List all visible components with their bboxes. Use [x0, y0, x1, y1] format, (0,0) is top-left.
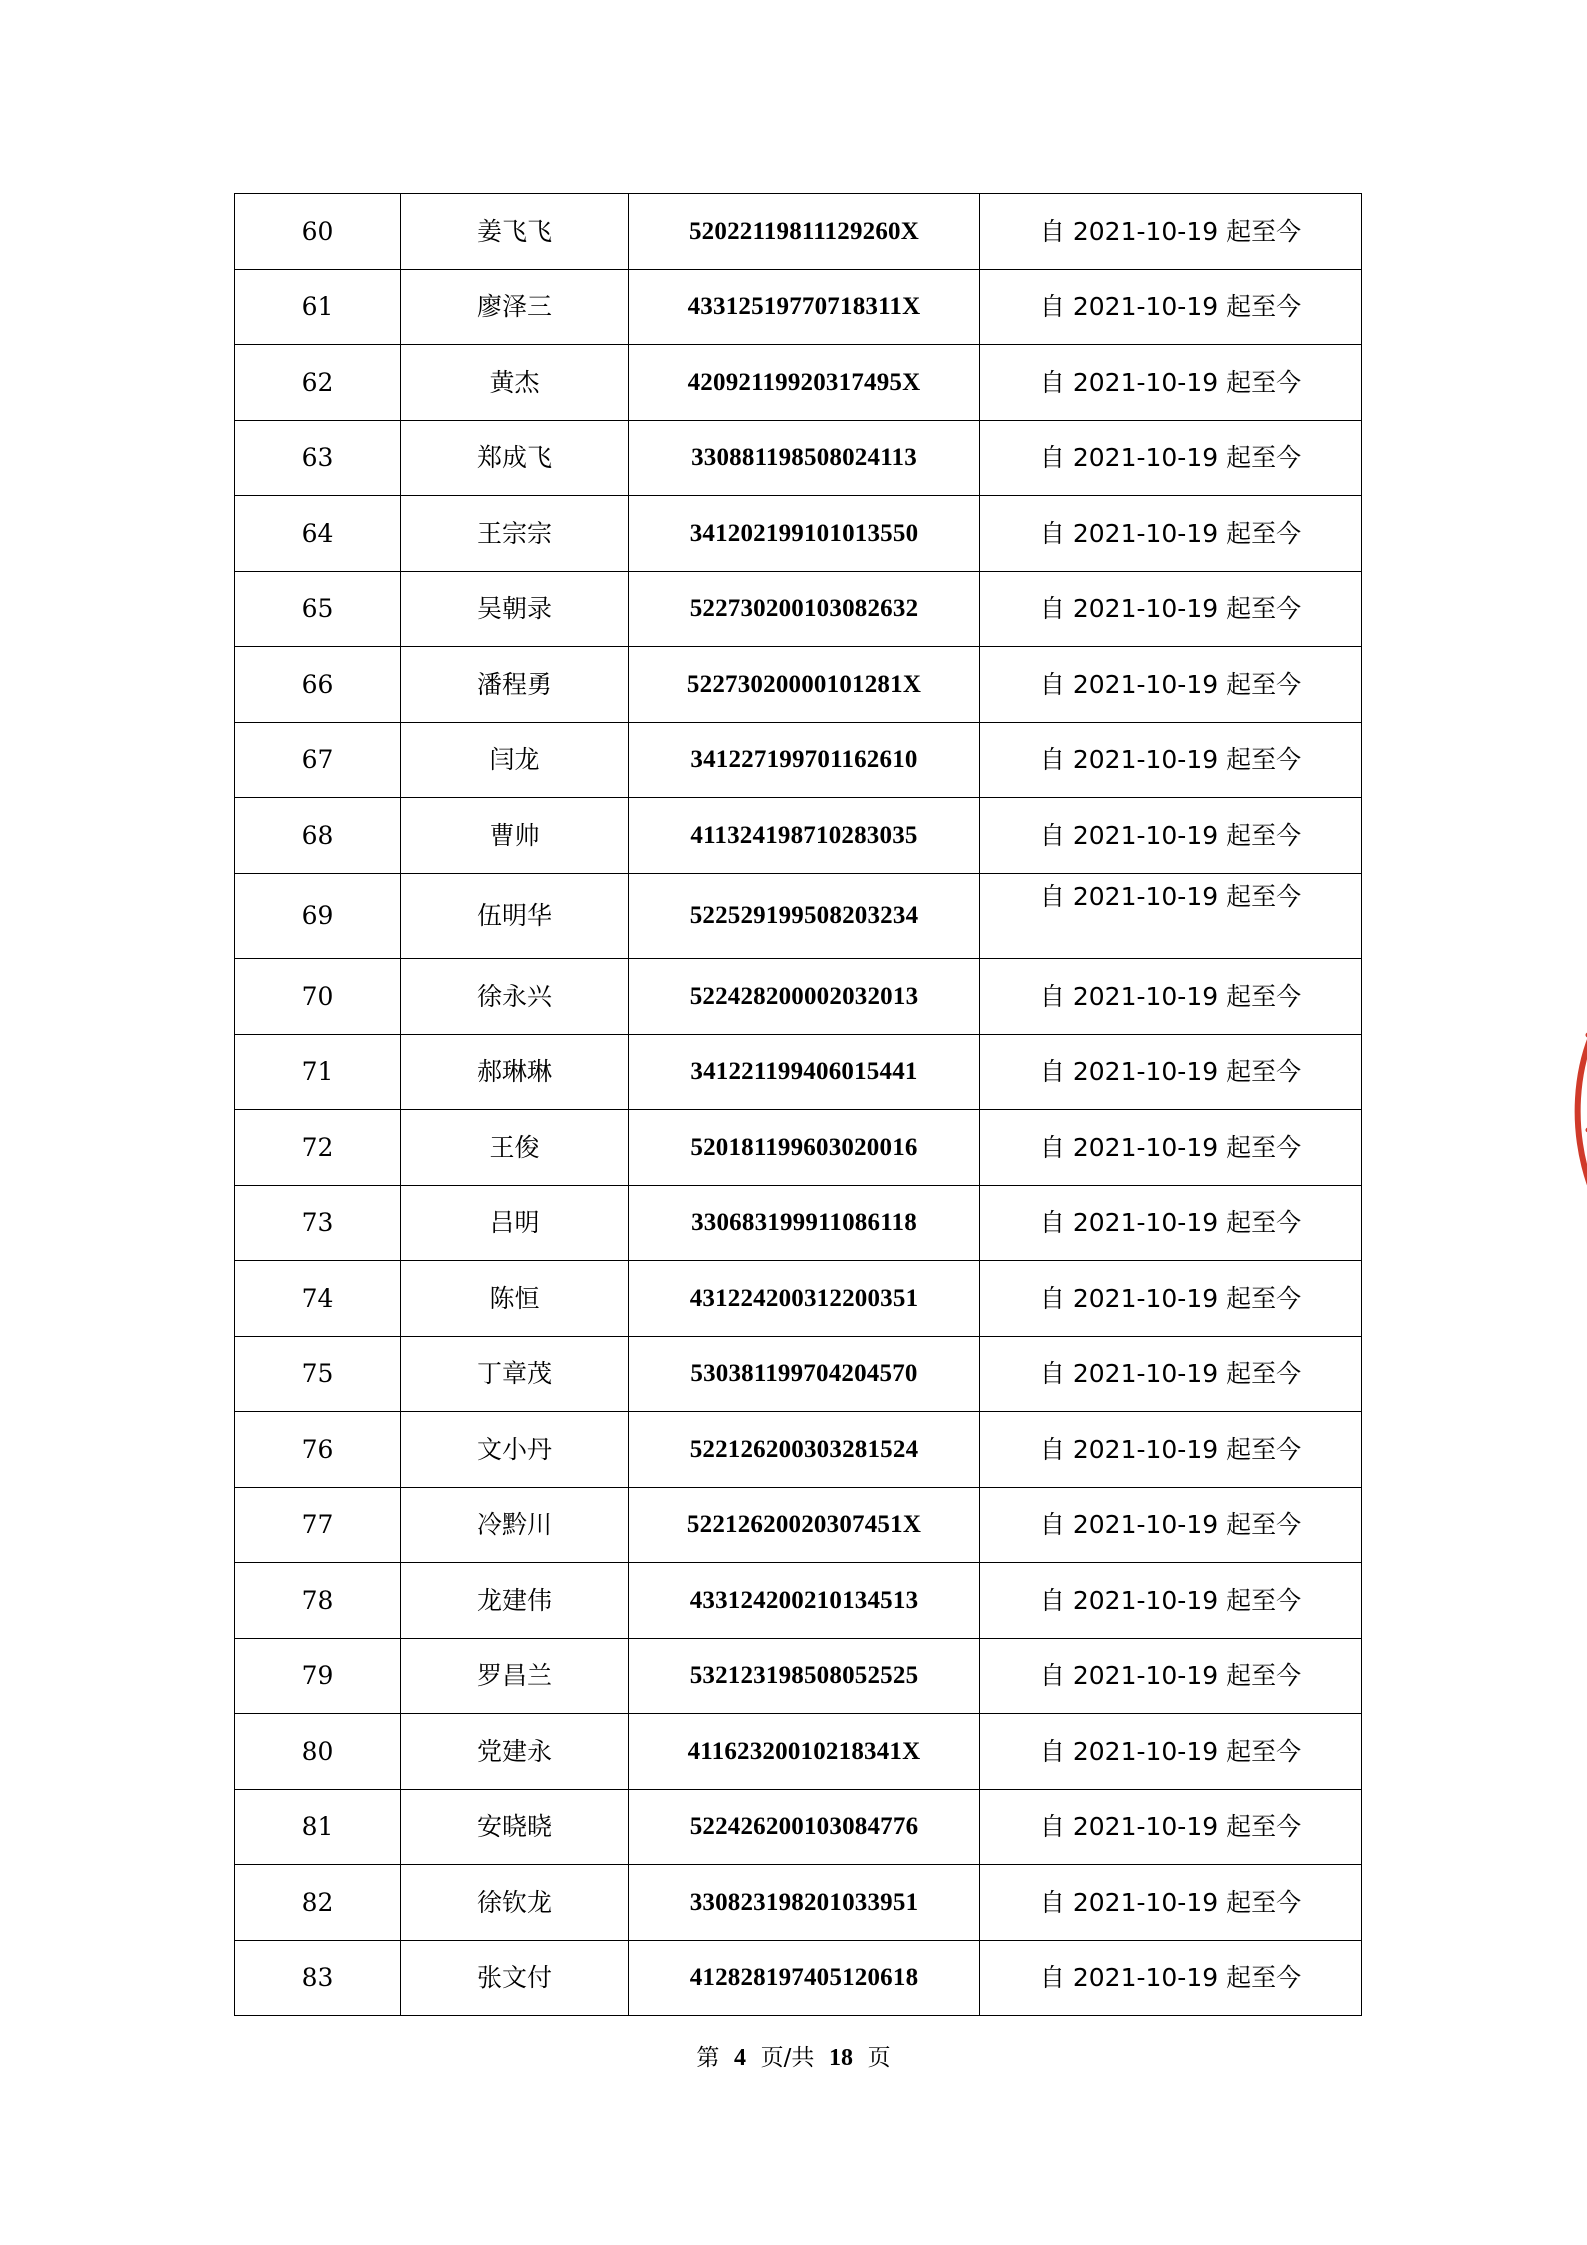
- person-name: 曹帅: [401, 798, 629, 874]
- table-row: [235, 345, 1362, 421]
- table-row: [235, 1185, 1362, 1261]
- effective-period: 自 2021-10-19 起至今: [980, 1865, 1362, 1941]
- row-number: 67: [235, 722, 401, 798]
- person-name: 潘程勇: [401, 647, 629, 723]
- row-number: 71: [235, 1034, 401, 1110]
- footer-middle: 页/共: [760, 2045, 815, 2071]
- person-name: 文小丹: [401, 1412, 629, 1488]
- row-number: 69: [235, 873, 401, 959]
- person-name: 郑成飞: [401, 420, 629, 496]
- person-name: 徐钦龙: [401, 1865, 629, 1941]
- row-number: 60: [235, 194, 401, 270]
- person-name: 黄杰: [401, 345, 629, 421]
- footer-page-total: 18: [829, 2045, 853, 2071]
- id-number: 330823198201033951: [629, 1865, 980, 1941]
- roster-sheet: [234, 193, 1361, 2016]
- row-number: 74: [235, 1261, 401, 1337]
- page-footer: [0, 2039, 1587, 2072]
- row-number: 81: [235, 1789, 401, 1865]
- person-name: 吴朝录: [401, 571, 629, 647]
- row-number: 73: [235, 1185, 401, 1261]
- id-number: 411324198710283035: [629, 798, 980, 874]
- row-number: 62: [235, 345, 401, 421]
- effective-period: 自 2021-10-19 起至今: [980, 194, 1362, 270]
- id-number: 330683199911086118: [629, 1185, 980, 1261]
- person-name: 徐永兴: [401, 959, 629, 1035]
- effective-period: 自 2021-10-19 起至今: [980, 1789, 1362, 1865]
- id-number: 41162320010218341X: [629, 1714, 980, 1790]
- table-row: [235, 1714, 1362, 1790]
- id-number: 341227199701162610: [629, 722, 980, 798]
- person-name: 廖泽三: [401, 269, 629, 345]
- row-number: 77: [235, 1487, 401, 1563]
- person-name: 安晓晓: [401, 1789, 629, 1865]
- table-row: [235, 1412, 1362, 1488]
- id-number: 52022119811129260X: [629, 194, 980, 270]
- footer-page-number: 4: [734, 2045, 746, 2071]
- effective-period: 自 2021-10-19 起至今: [980, 1412, 1362, 1488]
- effective-period: 自 2021-10-19 起至今: [980, 1185, 1362, 1261]
- footer-prefix: 第: [696, 2045, 720, 2071]
- person-name: 姜飞飞: [401, 194, 629, 270]
- roster-table: [234, 193, 1362, 2016]
- id-number: 431224200312200351: [629, 1261, 980, 1337]
- table-row: [235, 194, 1362, 270]
- effective-period: 自 2021-10-19 起至今: [980, 1110, 1362, 1186]
- effective-period: 自 2021-10-19 起至今: [980, 269, 1362, 345]
- person-name: 伍明华: [401, 873, 629, 959]
- table-row: [235, 959, 1362, 1035]
- person-name: 党建永: [401, 1714, 629, 1790]
- effective-period: 自 2021-10-19 起至今: [980, 1940, 1362, 2016]
- table-row: [235, 269, 1362, 345]
- effective-period: 自 2021-10-19 起至今: [980, 1336, 1362, 1412]
- row-number: 65: [235, 571, 401, 647]
- effective-period: 自 2021-10-19 起至今: [980, 1638, 1362, 1714]
- table-row: [235, 420, 1362, 496]
- table-row: [235, 1034, 1362, 1110]
- row-number: 75: [235, 1336, 401, 1412]
- id-number: 522428200002032013: [629, 959, 980, 1035]
- effective-period: 自 2021-10-19 起至今: [980, 1487, 1362, 1563]
- official-seal-fragment: [1550, 980, 1587, 1240]
- effective-period: 自 2021-10-19 起至今: [980, 647, 1362, 723]
- row-number: 78: [235, 1563, 401, 1639]
- person-name: 闫龙: [401, 722, 629, 798]
- id-number: 52212620020307451X: [629, 1487, 980, 1563]
- id-number: 522126200303281524: [629, 1412, 980, 1488]
- effective-period: 自 2021-10-19 起至今: [980, 722, 1362, 798]
- row-number: 79: [235, 1638, 401, 1714]
- id-number: 530381199704204570: [629, 1336, 980, 1412]
- id-number: 341202199101013550: [629, 496, 980, 572]
- effective-period: 自 2021-10-19 起至今: [980, 1563, 1362, 1639]
- row-number: 70: [235, 959, 401, 1035]
- person-name: 丁章茂: [401, 1336, 629, 1412]
- id-number: 522529199508203234: [629, 873, 980, 959]
- row-number: 80: [235, 1714, 401, 1790]
- effective-period: 自 2021-10-19 起至今: [980, 345, 1362, 421]
- effective-period: 自 2021-10-19 起至今: [980, 1714, 1362, 1790]
- effective-period: 自 2021-10-19 起至今: [980, 1261, 1362, 1337]
- table-row: [235, 1789, 1362, 1865]
- table-row: [235, 647, 1362, 723]
- row-number: 68: [235, 798, 401, 874]
- person-name: 王宗宗: [401, 496, 629, 572]
- table-row: [235, 1336, 1362, 1412]
- table-row: [235, 496, 1362, 572]
- table-row: [235, 1110, 1362, 1186]
- id-number: 520181199603020016: [629, 1110, 980, 1186]
- row-number: 72: [235, 1110, 401, 1186]
- id-number: 43312519770718311X: [629, 269, 980, 345]
- table-row: [235, 1563, 1362, 1639]
- table-row: [235, 798, 1362, 874]
- id-number: 522426200103084776: [629, 1789, 980, 1865]
- table-row: [235, 1940, 1362, 2016]
- row-number: 64: [235, 496, 401, 572]
- row-number: 63: [235, 420, 401, 496]
- effective-period: 自 2021-10-19 起至今: [980, 571, 1362, 647]
- person-name: 陈恒: [401, 1261, 629, 1337]
- table-row: [235, 1865, 1362, 1941]
- person-name: 郝琳琳: [401, 1034, 629, 1110]
- effective-period: 自 2021-10-19 起至今: [980, 1034, 1362, 1110]
- effective-period: 自 2021-10-19 起至今: [980, 420, 1362, 496]
- table-row: [235, 722, 1362, 798]
- table-row: [235, 1638, 1362, 1714]
- id-number: 330881198508024113: [629, 420, 980, 496]
- person-name: 龙建伟: [401, 1563, 629, 1639]
- effective-period: 自 2021-10-19 起至今: [980, 873, 1362, 959]
- person-name: 吕明: [401, 1185, 629, 1261]
- id-number: 42092119920317495X: [629, 345, 980, 421]
- table-row: [235, 571, 1362, 647]
- person-name: 张文付: [401, 1940, 629, 2016]
- footer-suffix: 页: [867, 2045, 891, 2071]
- effective-period: 自 2021-10-19 起至今: [980, 496, 1362, 572]
- row-number: 82: [235, 1865, 401, 1941]
- row-number: 61: [235, 269, 401, 345]
- row-number: 83: [235, 1940, 401, 2016]
- person-name: 冷黔川: [401, 1487, 629, 1563]
- id-number: 412828197405120618: [629, 1940, 980, 2016]
- person-name: 王俊: [401, 1110, 629, 1186]
- table-row: [235, 873, 1362, 959]
- id-number: 532123198508052525: [629, 1638, 980, 1714]
- id-number: 522730200103082632: [629, 571, 980, 647]
- id-number: 52273020000101281X: [629, 647, 980, 723]
- table-row: [235, 1261, 1362, 1337]
- row-number: 76: [235, 1412, 401, 1488]
- effective-period: 自 2021-10-19 起至今: [980, 959, 1362, 1035]
- id-number: 433124200210134513: [629, 1563, 980, 1639]
- roster-table-body: [235, 194, 1362, 2016]
- id-number: 341221199406015441: [629, 1034, 980, 1110]
- person-name: 罗昌兰: [401, 1638, 629, 1714]
- seal-arc: [1578, 988, 1587, 1230]
- effective-period: 自 2021-10-19 起至今: [980, 798, 1362, 874]
- row-number: 66: [235, 647, 401, 723]
- table-row: [235, 1487, 1362, 1563]
